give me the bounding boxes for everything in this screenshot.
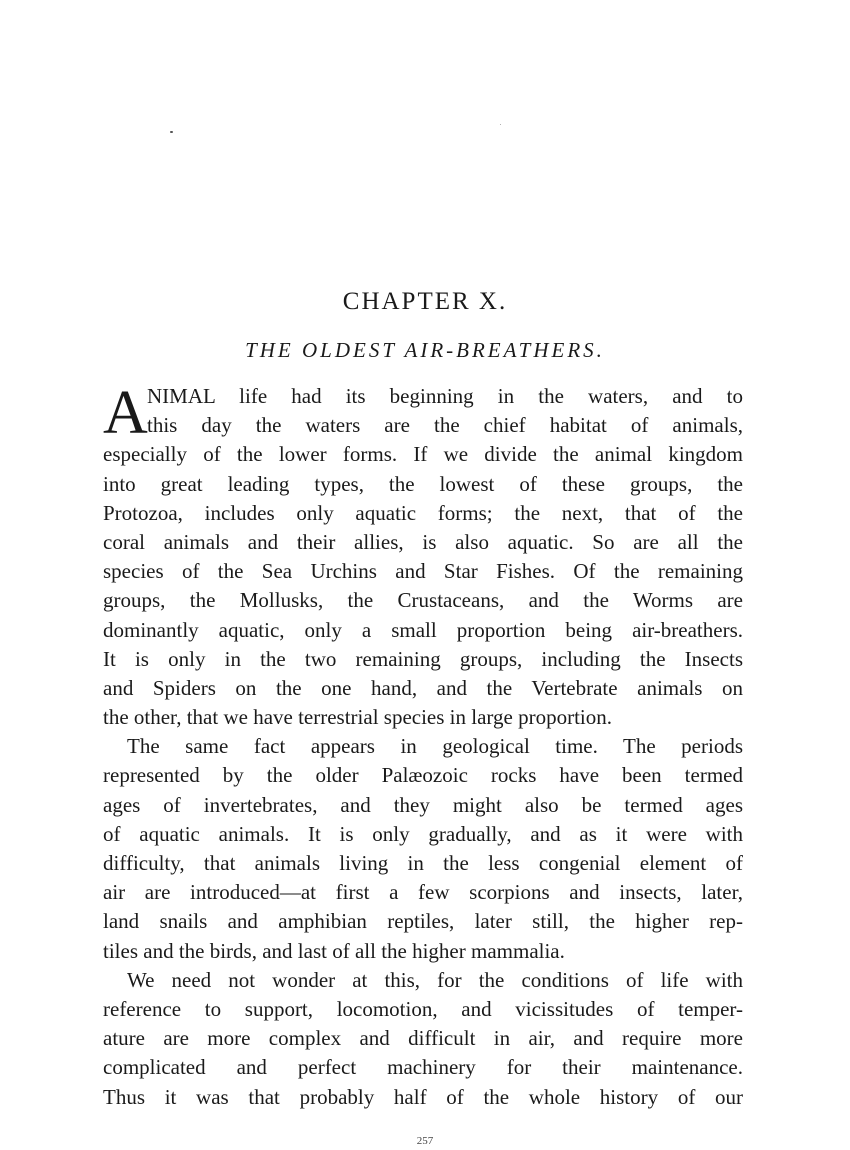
text-line: represented by the older Palæozoic rocks have been termed bbox=[103, 763, 743, 788]
paragraph bbox=[103, 379, 743, 732]
text-line: groups, the Mollusks, the Crustaceans, and the Worms are bbox=[103, 588, 743, 613]
text-line: dominantly aquatic, only a small proportion being air-breathers. bbox=[103, 617, 743, 642]
text-line: into great leading types, the lowest of these groups, the bbox=[103, 471, 743, 496]
text-line: tiles and the birds, and last of all the higher mammalia. bbox=[103, 938, 565, 963]
text-line: reference to support, locomotion, and vicissitudes of temper- bbox=[103, 996, 743, 1021]
text-line: The same fact appears in geological time. The periods bbox=[127, 734, 743, 759]
text-line: NIMAL life had its beginning in the waters, and to bbox=[147, 384, 743, 408]
text-line: air are introduced—at first a few scorpions and insects, later, bbox=[103, 880, 743, 905]
page-number: 257 bbox=[416, 1135, 434, 1145]
print-speck bbox=[500, 124, 501, 125]
text-line: especially of the lower forms. If we divide the animal kingdom bbox=[103, 442, 743, 467]
text-line: ature are more complex and difficult in air, and require more bbox=[103, 1026, 743, 1051]
text-line: Thus it was that probably half of the whole history of our bbox=[103, 1084, 743, 1109]
text-line: of aquatic animals. It is only gradually, and as it were with bbox=[103, 821, 743, 846]
chapter-title: CHAPTER X. bbox=[342, 288, 508, 315]
paragraph bbox=[103, 732, 743, 966]
text-line: the other, that we have terrestrial species in large proportion. bbox=[103, 705, 613, 730]
text-line: species of the Sea Urchins and Star Fishes. Of the remaining bbox=[103, 559, 743, 584]
text-line: land snails and amphibian reptiles, later still, the higher rep- bbox=[103, 909, 743, 934]
text-line: We need not wonder at this, for the conditions of life with bbox=[127, 967, 743, 992]
drop-cap: A bbox=[103, 379, 148, 447]
chapter-subtitle: THE OLDEST AIR-BREATHERS. bbox=[245, 338, 605, 362]
print-speck bbox=[170, 131, 173, 133]
text-line: Protozoa, includes only aquatic forms; the next, that of the bbox=[103, 500, 743, 525]
body-text bbox=[103, 379, 743, 1112]
text-line: this day the waters are the chief habitat of animals, bbox=[147, 413, 743, 438]
text-line: complicated and perfect machinery for their maintenance. bbox=[103, 1055, 743, 1080]
text-line: coral animals and their allies, is also aquatic. So are all the bbox=[103, 529, 743, 554]
text-line: and Spiders on the one hand, and the Vertebrate animals on bbox=[103, 675, 743, 700]
paragraph bbox=[103, 966, 743, 1112]
text-line: It is only in the two remaining groups, including the Insects bbox=[103, 646, 743, 671]
text-line: ages of invertebrates, and they might also be termed ages bbox=[103, 792, 743, 817]
text-line: difficulty, that animals living in the less congenial element of bbox=[103, 851, 743, 875]
